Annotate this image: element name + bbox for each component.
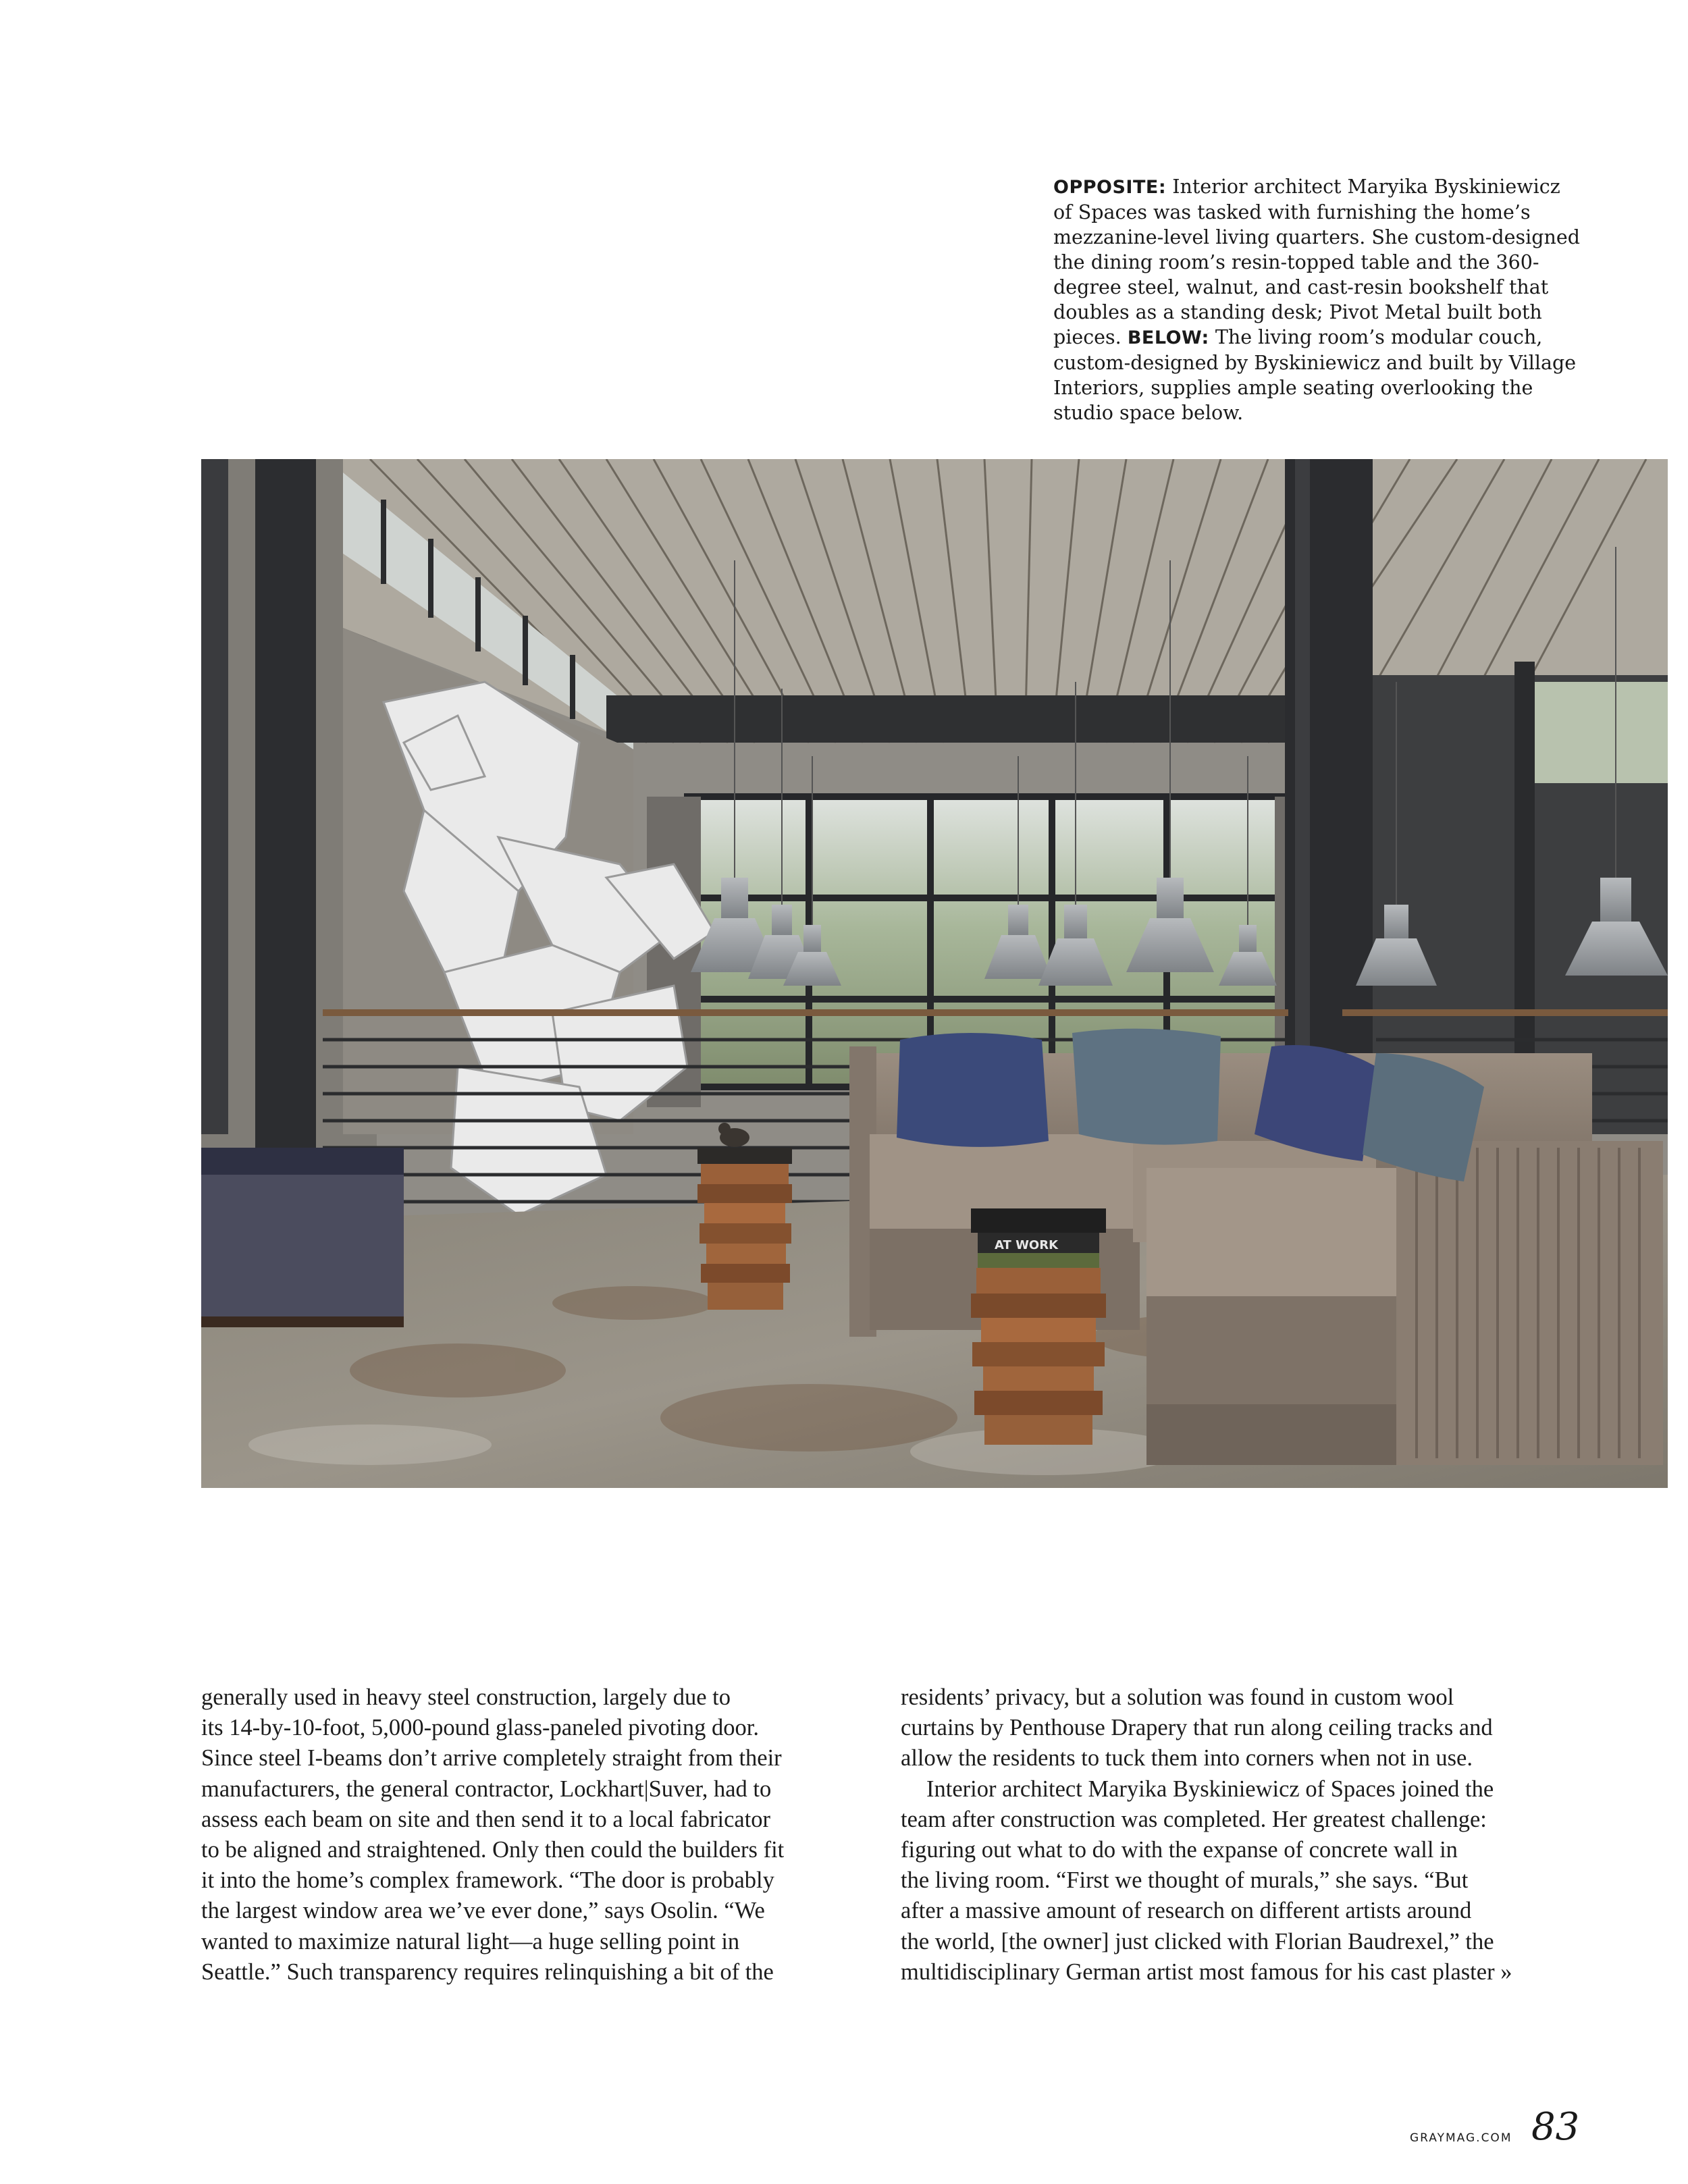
caption-opposite-text: Interior architect Maryika Byskiniewicz of Spaces was tasked with furnishing the home’s mezzanine-level living quarters. She custom-designed the dining room’s resin-topped table and the 360-degree steel, walnut, and cast-resin bookshelf that doubles as a standing desk; Pivot Metal built both pieces. (1053, 176, 1580, 348)
book-stack-top (971, 1208, 1106, 1233)
body-line: wanted to maximize natural light—a huge selling point in (201, 1928, 740, 1954)
side-table-center (971, 1208, 1106, 1445)
book-title: AT WORK (995, 1238, 1059, 1252)
body-line: to be aligned and straightened. Only then could the builders fit (201, 1837, 785, 1863)
caption-below-text: The living room’s modular couch, custom-designed by Byskiniewicz and built by Village Interiors, supplies ample seating overlooking the studio space below. (1053, 326, 1577, 424)
body-line: manufacturers, the general contractor, Lockhart|Suver, had to (201, 1776, 772, 1802)
caption-opposite-label: OPPOSITE: (1053, 177, 1167, 198)
body-line: Seattle.” Such transparency requires relinquishing a bit of the (201, 1959, 774, 1985)
side-table-left (697, 1123, 792, 1310)
body-line: the largest window area we’ve ever done,” says Osolin. “We (201, 1898, 765, 1924)
body-line: curtains by Penthouse Drapery that run along ceiling tracks and (901, 1715, 1493, 1741)
body-line: figuring out what to do with the expanse of concrete wall in (901, 1837, 1458, 1863)
body-line: the world, [the owner] just clicked with Florian Baudrexel,” the (901, 1928, 1494, 1954)
body-line: the living room. “First we thought of murals,” she says. “But (901, 1867, 1469, 1894)
body-column-right (901, 1682, 1583, 1988)
ottoman (201, 1148, 404, 1327)
body-line: residents’ privacy, but a solution was found in custom wool (901, 1684, 1454, 1710)
living-room-photo (201, 459, 1668, 1488)
body-paragraph-start: Interior architect Maryika Byskiniewicz of Spaces joined the (926, 1776, 1494, 1802)
photo-caption (1053, 174, 1580, 425)
body-line: team after construction was completed. Her greatest challenge: (901, 1806, 1487, 1832)
body-line: allow the residents to tuck them into corners when not in use. (901, 1745, 1473, 1772)
body-line: its 14-by-10-foot, 5,000-pound glass-paneled pivoting door. (201, 1715, 759, 1741)
body-line: after a massive amount of research on different artists around (901, 1898, 1472, 1924)
body-line: Since steel I-beams don’t arrive completely straight from their (201, 1745, 782, 1772)
body-line: assess each beam on site and then send it to a local fabricator (201, 1806, 771, 1832)
body-column-left (201, 1682, 876, 1988)
body-line: generally used in heavy steel construction, largely due to (201, 1684, 731, 1710)
living-room-illustration (201, 459, 1668, 1488)
page-number: 83 (1531, 2105, 1580, 2149)
body-line: multidisciplinary German artist most famous for his cast plaster » (901, 1959, 1512, 1985)
caption-below-label: BELOW: (1127, 327, 1209, 348)
footer-website: GRAYMAG.COM (1410, 2131, 1512, 2145)
body-line: it into the home’s complex framework. “The door is probably (201, 1867, 774, 1894)
